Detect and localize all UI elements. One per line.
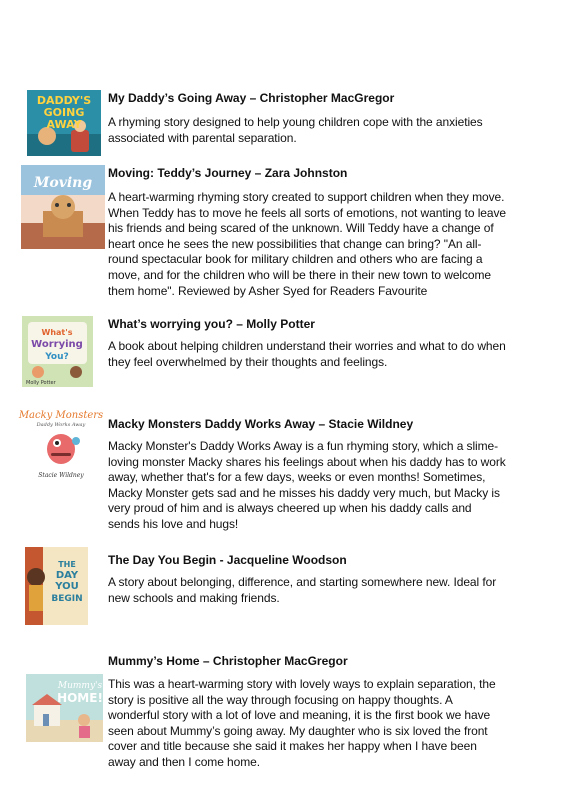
book-title: The Day You Begin - Jacqueline Woodson — [108, 553, 347, 567]
cover-text: Moving — [33, 175, 93, 191]
book-description: A story about belonging, difference, and starting somewhere new. Ideal for new schools and making friends. — [108, 575, 497, 605]
cover-text: What's — [41, 328, 73, 337]
cover-text: DAY — [55, 570, 79, 581]
book-title: Mummy’s Home – Christopher MacGregor — [108, 654, 348, 668]
book-cover-image — [21, 165, 105, 249]
cover-text: DADDY'S — [36, 94, 92, 107]
cover-text: Macky Monsters — [18, 410, 104, 421]
book-title: What’s worrying you? – Molly Potter — [108, 317, 315, 331]
cover-text: Mummy's — [57, 681, 103, 691]
cover-text: You? — [45, 352, 69, 362]
book-description: This was a heart-warming story with lovely ways to explain separation, the story is positive all the way through focusing on happy thoughts. A wonderful story with a lot of love and meaning, it is the first book we have seen about Mummy’s going away. My daughter who is six loved the front cover and title because she said it makes her happy when I have been away and then I come home. — [108, 677, 496, 769]
book-description: A book about helping children understand their worries and what to do when they feel overwhelmed by their thoughts and feelings. — [108, 339, 506, 369]
cover-text: Stacie Wildney — [38, 472, 84, 479]
book-cover-image — [18, 407, 104, 481]
cover-text: Worrying — [31, 339, 83, 350]
book-title: Moving: Teddy’s Journey – Zara Johnston — [108, 166, 348, 180]
cover-text: Molly Potter — [26, 380, 56, 386]
book-description: Macky Monster's Daddy Works Away is a fun rhyming story, which a slime-loving monster Macky shares his feelings about when his daddy has to work away, whether that's for a few days, weeks or even months! Sometimes, Macky Monster gets sad and he misses his daddy very much, but Macky is very proud of him and is always cheered up when his daddy calls and sends his love and hugs! — [108, 439, 506, 531]
cover-text: Daddy Works Away — [36, 422, 86, 428]
book-cover-image — [27, 90, 101, 156]
book-title: My Daddy’s Going Away – Christopher MacGregor — [108, 91, 395, 105]
cover-text: YOU — [55, 581, 79, 592]
cover-text: HOME! — [57, 691, 103, 705]
book-cover-image — [26, 674, 103, 742]
book-description: A rhyming story designed to help young children cope with the anxieties associated with parental separation. — [108, 115, 483, 145]
cover-text: GOING — [43, 106, 85, 119]
cover-text: THE — [58, 560, 76, 569]
cover-text: BEGIN — [51, 594, 83, 604]
book-description: A heart-warming rhyming story created to support children when they move. When Teddy has to move he feels all sorts of emotions, not wanting to leave his friends and being scared of the unknown. Will Teddy have a change of heart once he sees the new possibilities that change can bring? "An all-round spectacular book for military children and others who are facing a move, and for the children who will be there in their new town to welcome them home". Reviewed by Asher Syed for Readers Favourite — [108, 190, 507, 298]
book-title: Macky Monsters Daddy Works Away – Stacie Wildney — [108, 417, 414, 431]
book-cover-image — [25, 547, 88, 625]
cover-text: AWAY — [46, 118, 82, 131]
book-cover-image — [22, 316, 93, 387]
